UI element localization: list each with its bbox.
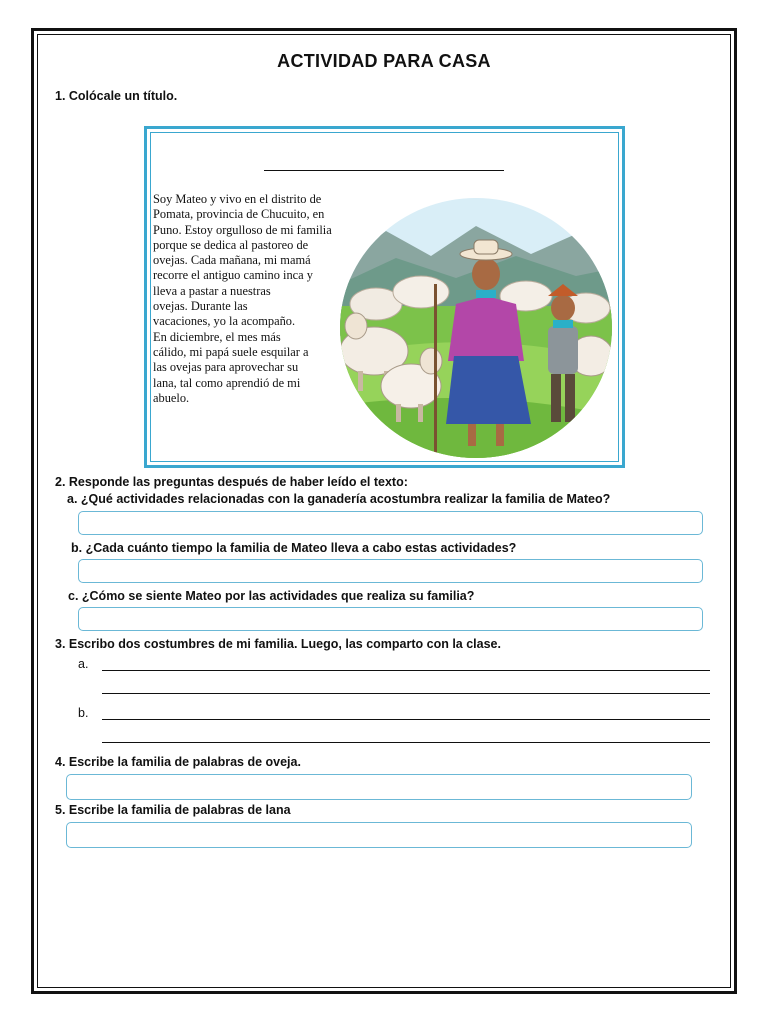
story-line: ovejas. Durante las xyxy=(153,299,248,314)
story-line: ovejas. Cada mañana, mi mamá xyxy=(153,253,311,268)
story-line: porque se dedica al pastoreo de xyxy=(153,237,309,252)
writing-line-b1[interactable] xyxy=(102,719,710,720)
story-line: Puno. Estoy orgulloso de mi familia xyxy=(153,222,332,237)
story-line: lana, tal como aprendió de mi xyxy=(153,375,301,390)
page-title: ACTIVIDAD PARA CASA xyxy=(277,51,491,71)
question-3: 3. Escribo dos costumbres de mi familia. Luego, las comparto con la clase. xyxy=(55,637,501,651)
question-2: 2. Responde las preguntas después de haber leído el texto: xyxy=(55,475,408,489)
answer-4-box[interactable] xyxy=(66,774,692,800)
shepherd-illustration xyxy=(336,196,616,460)
story-line: Soy Mateo y vivo en el distrito de xyxy=(153,192,322,206)
item-a-label: a. xyxy=(78,657,89,671)
story-line: lleva a pastar a nuestras xyxy=(153,283,271,298)
story-line: abuelo. xyxy=(153,390,190,405)
story-line: vacaciones, yo la acompaño. xyxy=(153,314,296,329)
question-1: 1. Colócale un título. xyxy=(55,89,178,103)
writing-line-b2[interactable] xyxy=(102,742,710,743)
question-2c: c. ¿Cómo se siente Mateo por las actividades que realiza su familia? xyxy=(68,589,475,603)
story-text xyxy=(153,192,363,406)
question-5: 5. Escribe la familia de palabras de lana xyxy=(55,803,291,817)
writing-line-a2[interactable] xyxy=(102,693,710,694)
answer-2a-box[interactable] xyxy=(78,511,703,535)
story-line: En diciembre, el mes más xyxy=(153,329,281,344)
story-line: Pomata, provincia de Chucuito, en xyxy=(153,207,325,222)
story-line: las ovejas para aprovechar su xyxy=(153,360,299,375)
question-2b: b. ¿Cada cuánto tiempo la familia de Mateo lleva a cabo estas actividades? xyxy=(71,541,517,555)
story-line: cálido, mi papá suele esquilar a xyxy=(153,344,309,359)
question-4: 4. Escribe la familia de palabras de oveja. xyxy=(55,755,301,769)
story-title-line[interactable] xyxy=(264,170,504,171)
question-2a: a. ¿Qué actividades relacionadas con la ganadería acostumbra realizar la familia de Mateo? xyxy=(67,492,611,506)
writing-line-a1[interactable] xyxy=(102,670,710,671)
story-line: recorre el antiguo camino inca y xyxy=(153,268,313,283)
answer-5-box[interactable] xyxy=(66,822,692,848)
item-b-label: b. xyxy=(78,706,89,720)
answer-2b-box[interactable] xyxy=(78,559,703,583)
answer-2c-box[interactable] xyxy=(78,607,703,631)
